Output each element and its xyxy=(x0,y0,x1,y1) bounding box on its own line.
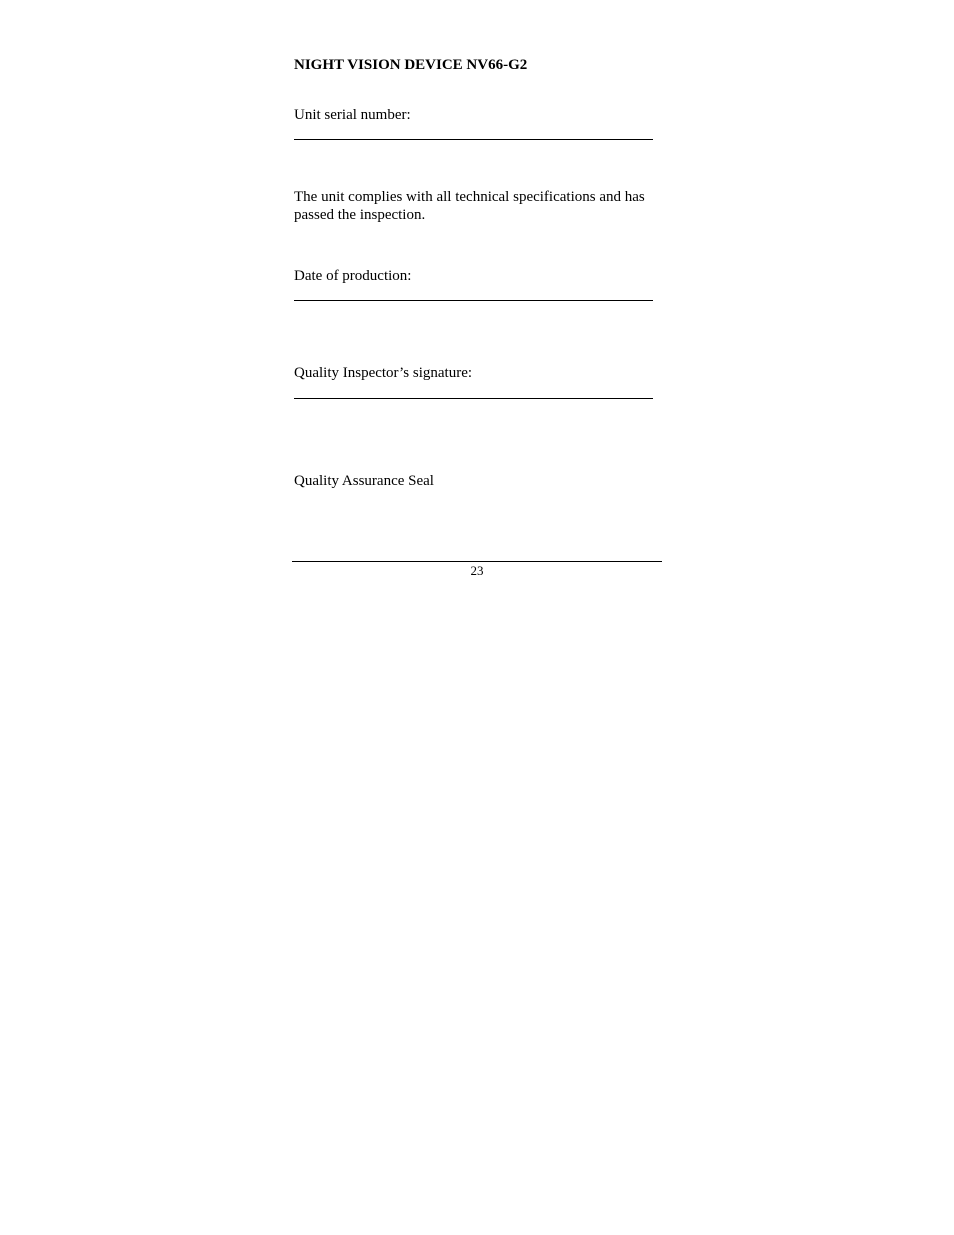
serial-number-label: Unit serial number: xyxy=(294,107,411,123)
page-number: 23 xyxy=(470,563,484,578)
production-date-label: Date of production: xyxy=(294,268,412,284)
compliance-statement: The unit complies with all technical specifications and has passed the inspection. xyxy=(294,189,645,223)
serial-number-blank-line xyxy=(294,139,653,140)
footer-divider xyxy=(292,561,662,562)
production-date-blank-line xyxy=(294,300,653,301)
inspector-signature-label: Quality Inspector’s signature: xyxy=(294,365,473,381)
document-title: NIGHT VISION DEVICE NV66-G2 xyxy=(294,57,528,73)
quality-seal-label: Quality Assurance Seal xyxy=(294,473,434,489)
inspector-signature-blank-line xyxy=(294,398,653,399)
